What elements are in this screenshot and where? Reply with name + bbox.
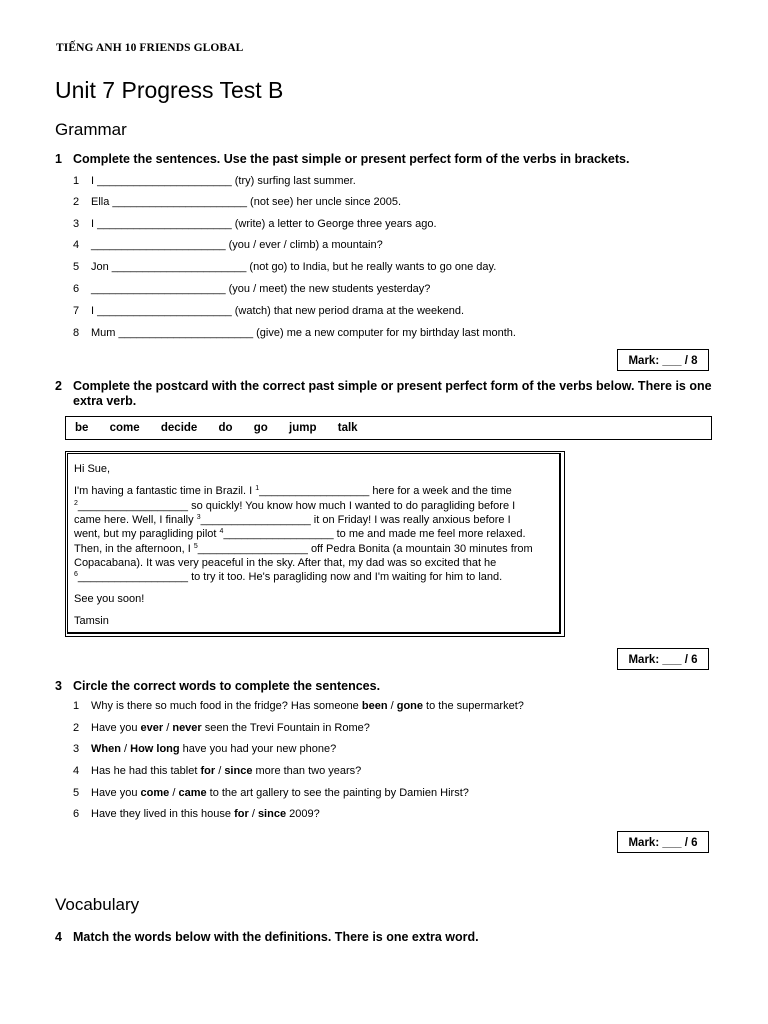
postcard-greeting: Hi Sue, bbox=[74, 463, 111, 475]
q3-item: 1 Why is there so much food in the fridge? Has someone been / gone to the supermarket? bbox=[73, 700, 524, 712]
choice-option[interactable]: been bbox=[361, 700, 388, 712]
q4-instruction: Match the words below with the definitions. There is one extra word. bbox=[73, 930, 479, 944]
q1-item: 8 Mum ______________________ (give) me a new computer for my birthday last month. bbox=[73, 327, 516, 339]
postcard-line: I'm having a fantastic time in Brazil. I $^1$__________________ here for a week and the time bbox=[74, 485, 512, 497]
choice-option[interactable]: since bbox=[224, 765, 253, 777]
q1-item: 5 Jon ______________________ (not go) to India, but he really wants to go one day. bbox=[73, 261, 497, 273]
q1-item: 4 ______________________ (you / ever / climb) a mountain? bbox=[73, 239, 383, 251]
section-vocabulary: Vocabulary bbox=[55, 895, 140, 914]
word: decide bbox=[160, 422, 198, 434]
q3-item: 6 Have they lived in this house for / since 2009? bbox=[73, 808, 320, 820]
word: do bbox=[218, 422, 233, 434]
q4-number: 4 bbox=[55, 930, 62, 944]
choice-option[interactable]: for bbox=[200, 765, 216, 777]
word: go bbox=[253, 422, 268, 434]
section-grammar: Grammar bbox=[55, 120, 127, 139]
q1-item: 6 ______________________ (you / meet) the new students yesterday? bbox=[73, 283, 431, 295]
q3-item: 2 Have you ever / never seen the Trevi Fountain in Rome? bbox=[73, 722, 370, 734]
q1-number: 1 bbox=[55, 152, 62, 166]
q3-instruction: Circle the correct words to complete the sentences. bbox=[73, 679, 381, 693]
q2-mark-box: Mark: ___ / 6 bbox=[617, 648, 709, 670]
postcard-line: went, but my paragliding pilot $^4$__________________ to me and made me feel more relaxed. bbox=[74, 528, 526, 540]
postcard-line: Copacabana). It was very peaceful in the sky. After that, my dad was so excited that he bbox=[74, 557, 497, 569]
choice-option[interactable]: gone bbox=[396, 700, 423, 712]
q3-item: 4 Has he had this tablet for / since more than two years? bbox=[73, 765, 362, 777]
postcard-closing: See you soon! bbox=[74, 593, 145, 605]
postcard-signature: Tamsin bbox=[74, 615, 109, 627]
postcard-line: $^6$__________________ to try it too. He's paragliding now and I'm waiting for him to land. bbox=[74, 571, 503, 583]
page-title: Unit 7 Progress Test B bbox=[55, 77, 284, 103]
choice-option[interactable]: for bbox=[234, 808, 249, 820]
word: talk bbox=[337, 422, 358, 434]
q3-number: 3 bbox=[55, 679, 62, 693]
choice-option[interactable]: came bbox=[178, 787, 207, 799]
postcard-line: $^2$__________________ so quickly! You know how much I wanted to do paragliding before I bbox=[74, 500, 516, 512]
q1-item: 2 Ella ______________________ (not see) her uncle since 2005. bbox=[73, 196, 402, 208]
choice-option[interactable]: come bbox=[140, 787, 170, 799]
q1-instruction: Complete the sentences. Use the past simple or present perfect form of the verbs in brackets. bbox=[73, 152, 630, 166]
q3-mark-box: Mark: ___ / 6 bbox=[617, 831, 709, 853]
q3-item: 3 When / How long have you had your new phone? bbox=[73, 743, 337, 755]
choice-option[interactable]: since bbox=[257, 808, 287, 820]
word: be bbox=[75, 422, 89, 434]
postcard-line: came here. Well, I finally $^3$__________________ it on Friday! I was really anxious before I bbox=[74, 514, 511, 526]
choice-option[interactable]: never bbox=[172, 722, 202, 734]
q2-number: 2 bbox=[55, 379, 62, 393]
q3-item: 5 Have you come / came to the art gallery to see the painting by Damien Hirst? bbox=[73, 787, 469, 799]
q1-item: 3 I ______________________ (write) a letter to George three years ago. bbox=[73, 218, 437, 230]
word: come bbox=[109, 422, 140, 434]
header-brand: TIẾNG ANH 10 FRIENDS GLOBAL bbox=[56, 42, 244, 54]
postcard-line: Then, in the afternoon, I $^5$__________________ off Pedra Bonita (a mountain 30 minutes from bbox=[74, 543, 533, 555]
q1-item: 1 I ______________________ (try) surfing last summer. bbox=[73, 175, 356, 187]
q1-item: 7 I ______________________ (watch) that new period drama at the weekend. bbox=[73, 305, 465, 317]
q1-mark-box: Mark: ___ / 8 bbox=[617, 349, 709, 371]
word: jump bbox=[289, 422, 317, 434]
choice-option[interactable]: When bbox=[91, 743, 121, 755]
choice-option[interactable]: ever bbox=[140, 722, 164, 734]
q2-instruction: Complete the postcard with the correct past simple or present perfect form of the verbs below. There is one extra verb. bbox=[73, 379, 712, 408]
choice-option[interactable]: How long bbox=[130, 743, 180, 755]
word-box bbox=[65, 416, 712, 440]
